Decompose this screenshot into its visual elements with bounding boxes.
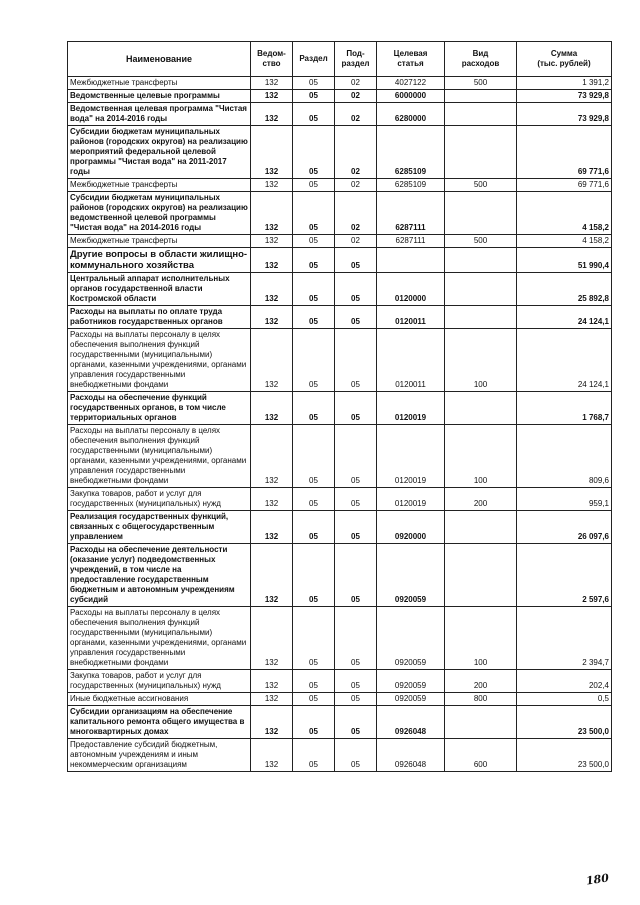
row-vedomstvo: 132 — [251, 329, 293, 392]
row-tselevaya: 0120011 — [377, 329, 445, 392]
row-razdel: 05 — [293, 488, 335, 511]
row-vedomstvo: 132 — [251, 425, 293, 488]
header-summa: Сумма (тыс. рублей) — [517, 42, 612, 77]
row-vid — [445, 544, 517, 607]
row-tselevaya: 6000000 — [377, 90, 445, 103]
row-name: Субсидии организациям на обеспечение капитального ремонта общего имущества в многоквартирных домах — [68, 706, 251, 739]
row-name: Ведомственные целевые программы — [68, 90, 251, 103]
row-tselevaya: 0926048 — [377, 739, 445, 772]
row-summa: 69 771,6 — [517, 126, 612, 179]
row-vedomstvo: 132 — [251, 126, 293, 179]
row-tselevaya: 0920059 — [377, 670, 445, 693]
row-vid — [445, 306, 517, 329]
row-podrazdel: 05 — [335, 706, 377, 739]
row-summa: 69 771,6 — [517, 179, 612, 192]
table-row — [68, 488, 612, 511]
row-razdel: 05 — [293, 77, 335, 90]
row-vid — [445, 248, 517, 273]
row-vedomstvo: 132 — [251, 103, 293, 126]
row-vedomstvo: 132 — [251, 544, 293, 607]
row-podrazdel: 05 — [335, 544, 377, 607]
table-row — [68, 126, 612, 179]
row-name: Расходы на выплаты по оплате труда работников государственных органов — [68, 306, 251, 329]
table-row — [68, 306, 612, 329]
table-row — [68, 693, 612, 706]
row-tselevaya: 6287111 — [377, 192, 445, 235]
row-name: Субсидии бюджетам муниципальных районов (городских округов) на реализацию мероприятий федеральной целевой программы "Чистая вода" на 2011-2017 годы — [68, 126, 251, 179]
row-razdel: 05 — [293, 511, 335, 544]
table-row — [68, 425, 612, 488]
row-razdel: 05 — [293, 706, 335, 739]
row-name: Субсидии бюджетам муниципальных районов (городских округов) на реализацию ведомственной целевой программы "Чистая вода" на 2014-2016 годы — [68, 192, 251, 235]
row-name: Закупка товаров, работ и услуг для государственных (муниципальных) нужд — [68, 488, 251, 511]
row-tselevaya: 6287111 — [377, 235, 445, 248]
row-vedomstvo: 132 — [251, 235, 293, 248]
row-summa: 2 394,7 — [517, 607, 612, 670]
row-vedomstvo: 132 — [251, 90, 293, 103]
row-name: Расходы на выплаты персоналу в целях обеспечения выполнения функций государственными (муниципальными) органами, казенными учреждениями, органами управления государственными внебюджетными фондами — [68, 607, 251, 670]
row-vedomstvo: 132 — [251, 179, 293, 192]
table-row — [68, 235, 612, 248]
row-podrazdel: 05 — [335, 248, 377, 273]
row-vid — [445, 706, 517, 739]
row-podrazdel: 05 — [335, 425, 377, 488]
table-row — [68, 179, 612, 192]
table-row — [68, 739, 612, 772]
row-name: Межбюджетные трансферты — [68, 235, 251, 248]
row-vedomstvo: 132 — [251, 511, 293, 544]
row-name: Иные бюджетные ассигнования — [68, 693, 251, 706]
row-razdel: 05 — [293, 544, 335, 607]
row-summa: 4 158,2 — [517, 235, 612, 248]
header-tselevaya: Целевая статья — [377, 42, 445, 77]
row-vid: 600 — [445, 739, 517, 772]
row-vedomstvo: 132 — [251, 488, 293, 511]
row-razdel: 05 — [293, 392, 335, 425]
row-vid — [445, 192, 517, 235]
row-razdel: 05 — [293, 235, 335, 248]
row-podrazdel: 02 — [335, 103, 377, 126]
row-vedomstvo: 132 — [251, 607, 293, 670]
header-podrazdel: Под- раздел — [335, 42, 377, 77]
row-tselevaya: 0926048 — [377, 706, 445, 739]
row-podrazdel: 05 — [335, 511, 377, 544]
row-podrazdel: 05 — [335, 329, 377, 392]
row-tselevaya: 0120019 — [377, 392, 445, 425]
row-razdel: 05 — [293, 306, 335, 329]
row-tselevaya: 6280000 — [377, 103, 445, 126]
row-podrazdel: 05 — [335, 739, 377, 772]
table-row — [68, 607, 612, 670]
header-vedomstvo: Ведом- ство — [251, 42, 293, 77]
row-name: Расходы на выплаты персоналу в целях обеспечения выполнения функций государственными (муниципальными) органами, казенными учреждениями, органами управления государственными внебюджетными фондами — [68, 329, 251, 392]
table-row — [68, 248, 612, 273]
table-row — [68, 103, 612, 126]
row-tselevaya: 0120019 — [377, 488, 445, 511]
row-summa: 2 597,6 — [517, 544, 612, 607]
row-tselevaya: 0920059 — [377, 693, 445, 706]
row-summa: 24 124,1 — [517, 329, 612, 392]
row-razdel: 05 — [293, 192, 335, 235]
row-name: Межбюджетные трансферты — [68, 77, 251, 90]
row-name: Ведомственная целевая программа "Чистая вода" на 2014-2016 годы — [68, 103, 251, 126]
row-podrazdel: 02 — [335, 179, 377, 192]
row-razdel: 05 — [293, 126, 335, 179]
row-summa: 26 097,6 — [517, 511, 612, 544]
row-razdel: 05 — [293, 425, 335, 488]
row-vid: 500 — [445, 77, 517, 90]
row-tselevaya: 0120011 — [377, 306, 445, 329]
row-vedomstvo: 132 — [251, 706, 293, 739]
table-row — [68, 670, 612, 693]
table-row — [68, 511, 612, 544]
row-vid: 200 — [445, 670, 517, 693]
table-row — [68, 273, 612, 306]
row-vid — [445, 511, 517, 544]
row-summa: 4 158,2 — [517, 192, 612, 235]
row-summa: 73 929,8 — [517, 103, 612, 126]
row-summa: 959,1 — [517, 488, 612, 511]
row-razdel: 05 — [293, 607, 335, 670]
row-tselevaya: 4027122 — [377, 77, 445, 90]
row-summa: 1 391,2 — [517, 77, 612, 90]
row-summa: 51 990,4 — [517, 248, 612, 273]
row-podrazdel: 05 — [335, 693, 377, 706]
row-podrazdel: 05 — [335, 306, 377, 329]
row-vid: 500 — [445, 179, 517, 192]
row-name: Расходы на обеспечение деятельности (оказание услуг) подведомственных учреждений, в том числе на предоставление государственным бюджетным и автономным учреждениям субсидий — [68, 544, 251, 607]
row-vedomstvo: 132 — [251, 192, 293, 235]
row-podrazdel: 02 — [335, 235, 377, 248]
row-tselevaya: 0120000 — [377, 273, 445, 306]
row-summa: 23 500,0 — [517, 706, 612, 739]
row-name: Предоставление субсидий бюджетным, автономным учреждениям и иным некоммерческим организациям — [68, 739, 251, 772]
row-razdel: 05 — [293, 693, 335, 706]
table-row — [68, 706, 612, 739]
row-tselevaya: 0920059 — [377, 607, 445, 670]
row-name: Другие вопросы в области жилищно-коммунального хозяйства — [68, 248, 251, 273]
table-row — [68, 544, 612, 607]
row-razdel: 05 — [293, 739, 335, 772]
row-vedomstvo: 132 — [251, 306, 293, 329]
row-name: Центральный аппарат исполнительных органов государственной власти Костромской области — [68, 273, 251, 306]
row-podrazdel: 05 — [335, 273, 377, 306]
table-row — [68, 77, 612, 90]
row-vid — [445, 90, 517, 103]
row-podrazdel: 05 — [335, 392, 377, 425]
row-vedomstvo: 132 — [251, 670, 293, 693]
row-vedomstvo: 132 — [251, 273, 293, 306]
row-podrazdel: 02 — [335, 90, 377, 103]
table-row — [68, 192, 612, 235]
row-vid: 100 — [445, 425, 517, 488]
budget-table — [67, 41, 612, 772]
row-podrazdel: 05 — [335, 670, 377, 693]
row-razdel: 05 — [293, 90, 335, 103]
row-podrazdel: 02 — [335, 77, 377, 90]
table-row — [68, 329, 612, 392]
row-vid — [445, 103, 517, 126]
header-razdel: Раздел — [293, 42, 335, 77]
row-tselevaya: 0120019 — [377, 425, 445, 488]
row-tselevaya — [377, 248, 445, 273]
page-number-mark: 180 — [585, 871, 610, 888]
row-vid: 200 — [445, 488, 517, 511]
row-razdel: 05 — [293, 248, 335, 273]
row-tselevaya: 6285109 — [377, 126, 445, 179]
row-summa: 73 929,8 — [517, 90, 612, 103]
row-vedomstvo: 132 — [251, 392, 293, 425]
row-name: Закупка товаров, работ и услуг для государственных (муниципальных) нужд — [68, 670, 251, 693]
row-vedomstvo: 132 — [251, 248, 293, 273]
row-vedomstvo: 132 — [251, 739, 293, 772]
row-summa: 809,6 — [517, 425, 612, 488]
row-vid: 500 — [445, 235, 517, 248]
row-tselevaya: 0920000 — [377, 511, 445, 544]
row-vedomstvo: 132 — [251, 693, 293, 706]
row-razdel: 05 — [293, 329, 335, 392]
row-razdel: 05 — [293, 103, 335, 126]
row-podrazdel: 02 — [335, 192, 377, 235]
row-name: Расходы на выплаты персоналу в целях обеспечения выполнения функций государственными (муниципальными) органами, казенными учреждениями, органами управления государственными внебюджетными фондами — [68, 425, 251, 488]
row-vid — [445, 392, 517, 425]
row-razdel: 05 — [293, 273, 335, 306]
row-podrazdel: 02 — [335, 126, 377, 179]
row-vid: 100 — [445, 607, 517, 670]
row-name: Реализация государственных функций, связанных с общегосударственным управлением — [68, 511, 251, 544]
row-razdel: 05 — [293, 670, 335, 693]
row-razdel: 05 — [293, 179, 335, 192]
row-summa: 1 768,7 — [517, 392, 612, 425]
row-podrazdel: 05 — [335, 488, 377, 511]
header-row — [68, 42, 612, 77]
row-tselevaya: 0920059 — [377, 544, 445, 607]
row-vedomstvo: 132 — [251, 77, 293, 90]
row-vid: 100 — [445, 329, 517, 392]
row-summa: 25 892,8 — [517, 273, 612, 306]
row-name: Расходы на обеспечение функций государственных органов, в том числе территориальных органов — [68, 392, 251, 425]
row-summa: 0,5 — [517, 693, 612, 706]
row-vid — [445, 126, 517, 179]
row-vid: 800 — [445, 693, 517, 706]
row-vid — [445, 273, 517, 306]
header-name: Наименование — [68, 42, 251, 77]
header-vid: Вид расходов — [445, 42, 517, 77]
table-row — [68, 392, 612, 425]
row-summa: 23 500,0 — [517, 739, 612, 772]
row-podrazdel: 05 — [335, 607, 377, 670]
row-tselevaya: 6285109 — [377, 179, 445, 192]
row-summa: 24 124,1 — [517, 306, 612, 329]
row-name: Межбюджетные трансферты — [68, 179, 251, 192]
row-summa: 202,4 — [517, 670, 612, 693]
table-row — [68, 90, 612, 103]
